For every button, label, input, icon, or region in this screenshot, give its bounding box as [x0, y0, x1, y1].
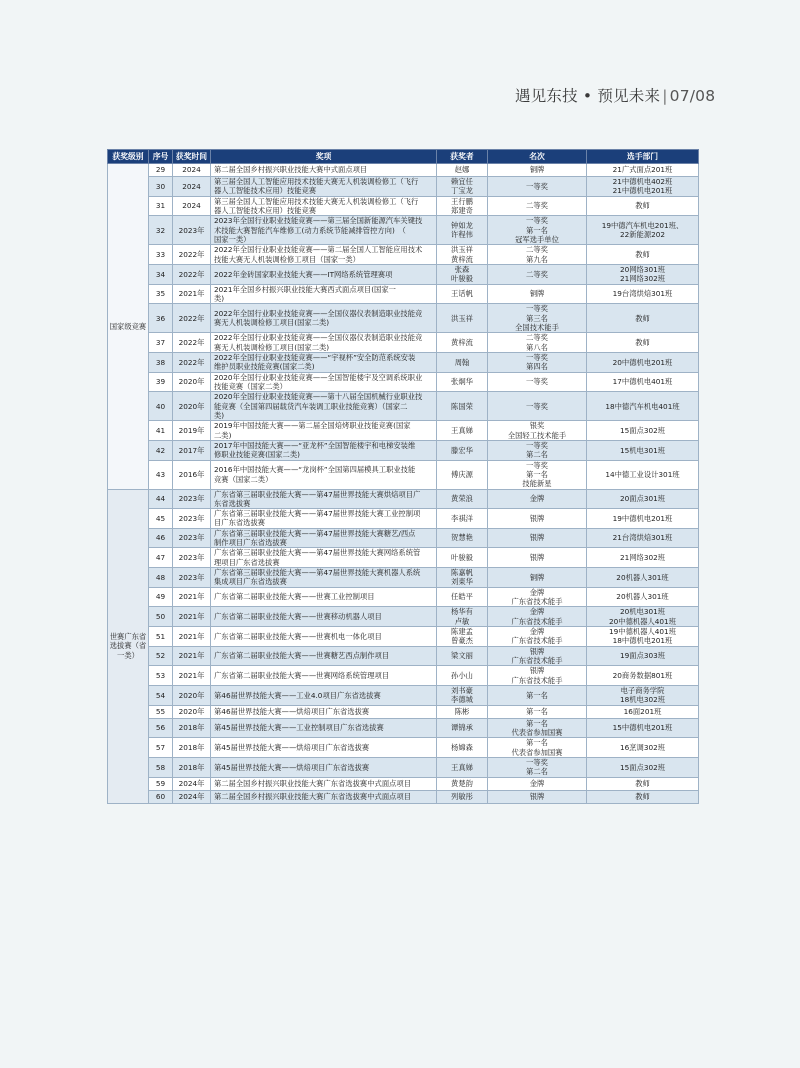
award-year-cell: 2023年: [173, 568, 211, 588]
rank-cell: 银牌: [488, 548, 587, 568]
award-year-cell: 2021年: [173, 627, 211, 647]
header-title: 遇见东技 • 预见未来: [515, 87, 661, 105]
department-cell: 21中德机电402班 21中德机电201班: [587, 177, 699, 197]
award-name-cell: 第二届全国乡村振兴职业技能大赛广东省选拔赛中式面点项目: [211, 777, 437, 790]
rank-cell: 银牌: [488, 528, 587, 548]
award-name-cell: 第46届世界技能大赛——工业4.0项目广东省选拔赛: [211, 686, 437, 706]
rank-cell: 铜牌: [488, 284, 587, 304]
award-year-cell: 2024: [173, 164, 211, 177]
row-number-cell: 40: [149, 392, 173, 421]
department-cell: 17中德机电401班: [587, 372, 699, 392]
award-year-cell: 2022年: [173, 304, 211, 333]
winner-cell: 赖宜任 丁宝龙: [437, 177, 488, 197]
award-name-cell: 第三届全国人工智能应用技术技能大赛无人机装调检修工（飞行 器人工智能技术应用）技能竞赛: [211, 196, 437, 216]
award-name-cell: 2023年全国行业职业技能竞赛——第三届全国新能源汽车关键技 术技能大赛智能汽车维修工(动力系统节能减排管控方向) （ 国家一类）: [211, 216, 437, 245]
table-row: [108, 264, 699, 284]
rank-cell: 一等奖: [488, 372, 587, 392]
department-cell: 21台湾烘焙301班: [587, 528, 699, 548]
table-row: [108, 758, 699, 778]
award-name-cell: 第45届世界技能大赛——烘焙项目广东省选拔赛: [211, 758, 437, 778]
department-cell: 教师: [587, 245, 699, 265]
row-number-cell: 59: [149, 777, 173, 790]
row-number-cell: 54: [149, 686, 173, 706]
table-body: [108, 164, 699, 804]
page-header: [515, 84, 715, 106]
table-row: [108, 509, 699, 529]
row-number-cell: 35: [149, 284, 173, 304]
row-number-cell: 57: [149, 738, 173, 758]
rank-cell: 银牌 广东省技术能手: [488, 666, 587, 686]
col-header-winner: 获奖者: [437, 150, 488, 164]
department-cell: 20中德机电201班: [587, 352, 699, 372]
department-cell: 15中德机电201班: [587, 718, 699, 738]
department-cell: 教师: [587, 790, 699, 803]
award-year-cell: 2022年: [173, 333, 211, 353]
award-name-cell: 2022年金砖国家职业技能大赛——IT网络系统管理赛项: [211, 264, 437, 284]
award-year-cell: 2020年: [173, 705, 211, 718]
row-number-cell: 58: [149, 758, 173, 778]
table-row: [108, 177, 699, 197]
winner-cell: 洪玉祥 黄梓流: [437, 245, 488, 265]
row-number-cell: 53: [149, 666, 173, 686]
award-name-cell: 第二届全国乡村振兴职业技能大赛中式面点项目: [211, 164, 437, 177]
winner-cell: 赵娜: [437, 164, 488, 177]
award-year-cell: 2018年: [173, 758, 211, 778]
table-row: [108, 777, 699, 790]
winner-cell: 杨嫦森: [437, 738, 488, 758]
award-name-cell: 第45届世界技能大赛——烘焙项目广东省选拔赛: [211, 738, 437, 758]
award-name-cell: 广东省第三届职业技能大赛——第47届世界技能大赛工业控制项 目广东省选拔赛: [211, 509, 437, 529]
award-year-cell: 2021年: [173, 646, 211, 666]
award-name-cell: 广东省第三届职业技能大赛——第47届世界技能大赛网络系统管 理项目广东省选拔赛: [211, 548, 437, 568]
rank-cell: 第一名: [488, 686, 587, 706]
rank-cell: 银奖 全国轻工技术能手: [488, 421, 587, 441]
rank-cell: 银牌: [488, 790, 587, 803]
award-name-cell: 2016年中国技能大赛——“龙岗杯”全国第四届模具工职业技能 竞赛（国家二类）: [211, 460, 437, 489]
award-name-cell: 第二届全国乡村振兴职业技能大赛广东省选拔赛中式面点项目: [211, 790, 437, 803]
table-row: [108, 607, 699, 627]
department-cell: 16面201班: [587, 705, 699, 718]
award-level-cell: 世赛广东省选拔赛（省一类）: [108, 489, 149, 803]
award-name-cell: 广东省第二届职业技能大赛——世赛工业控制项目: [211, 587, 437, 607]
department-cell: 19中德机电201班: [587, 509, 699, 529]
rank-cell: 一等奖 第四名: [488, 352, 587, 372]
row-number-cell: 33: [149, 245, 173, 265]
award-year-cell: 2024年: [173, 790, 211, 803]
award-name-cell: 2022年全国行业职业技能竞赛——全国仪器仪表制造职业技能竞 赛无人机装调检修工项目(国家二类): [211, 304, 437, 333]
winner-cell: 钟如龙 许程伟: [437, 216, 488, 245]
col-header-level: 获奖级别: [108, 150, 149, 164]
rank-cell: 一等奖 第一名 冠军选手单位: [488, 216, 587, 245]
winner-cell: 刘书豪 李德城: [437, 686, 488, 706]
rank-cell: 一等奖 第三名 全国技术能手: [488, 304, 587, 333]
table-row: [108, 304, 699, 333]
rank-cell: 铜牌: [488, 568, 587, 588]
award-year-cell: 2020年: [173, 392, 211, 421]
row-number-cell: 37: [149, 333, 173, 353]
department-cell: 教师: [587, 196, 699, 216]
winner-cell: 陈国荣: [437, 392, 488, 421]
department-cell: 15面点302班: [587, 758, 699, 778]
row-number-cell: 31: [149, 196, 173, 216]
department-cell: 20面点301班: [587, 489, 699, 509]
winner-cell: 列敏彤: [437, 790, 488, 803]
awards-table: [107, 149, 699, 804]
winner-cell: 王真娣: [437, 758, 488, 778]
award-name-cell: 广东省第二届职业技能大赛——世赛机电一体化项目: [211, 627, 437, 647]
row-number-cell: 29: [149, 164, 173, 177]
winner-cell: 周翰: [437, 352, 488, 372]
award-name-cell: 广东省第二届职业技能大赛——世赛移动机器人项目: [211, 607, 437, 627]
award-name-cell: 2017年中国技能大赛——“亚龙杯”全国智能楼宇和电梯安装维 修职业技能竞赛(国家二类): [211, 440, 437, 460]
row-number-cell: 30: [149, 177, 173, 197]
table-row: [108, 196, 699, 216]
winner-cell: 李祺洋: [437, 509, 488, 529]
rank-cell: 铜牌: [488, 164, 587, 177]
winner-cell: 陈建孟 曾豪杰: [437, 627, 488, 647]
rank-cell: 一等奖: [488, 392, 587, 421]
department-cell: 21网络302班: [587, 548, 699, 568]
row-number-cell: 34: [149, 264, 173, 284]
table-row: [108, 705, 699, 718]
award-year-cell: 2023年: [173, 216, 211, 245]
award-name-cell: 广东省第二届职业技能大赛——世赛网络系统管理项目: [211, 666, 437, 686]
winner-cell: 梁文丽: [437, 646, 488, 666]
award-year-cell: 2022年: [173, 245, 211, 265]
award-year-cell: 2023年: [173, 528, 211, 548]
rank-cell: 二等奖: [488, 264, 587, 284]
rank-cell: 一等奖 第二名: [488, 440, 587, 460]
rank-cell: 一等奖 第一名 技能新星: [488, 460, 587, 489]
table-row: [108, 164, 699, 177]
rank-cell: 金牌 广东省技术能手: [488, 627, 587, 647]
award-year-cell: 2021年: [173, 284, 211, 304]
department-cell: 20机器人301班: [587, 587, 699, 607]
row-number-cell: 48: [149, 568, 173, 588]
award-name-cell: 广东省第二届职业技能大赛——世赛糖艺西点制作项目: [211, 646, 437, 666]
row-number-cell: 41: [149, 421, 173, 441]
winner-cell: 黄楚韵: [437, 777, 488, 790]
col-header-no: 序号: [149, 150, 173, 164]
department-cell: 教师: [587, 777, 699, 790]
award-year-cell: 2018年: [173, 718, 211, 738]
rank-cell: 金牌: [488, 777, 587, 790]
winner-cell: 叶骏毅: [437, 548, 488, 568]
rank-cell: 二等奖: [488, 196, 587, 216]
rank-cell: 金牌 广东省技术能手: [488, 607, 587, 627]
rank-cell: 金牌 广东省技术能手: [488, 587, 587, 607]
row-number-cell: 51: [149, 627, 173, 647]
award-year-cell: 2022年: [173, 264, 211, 284]
award-name-cell: 第46届世界技能大赛——烘焙项目广东省选拔赛: [211, 705, 437, 718]
winner-cell: 傅庆源: [437, 460, 488, 489]
department-cell: 20机器人301班: [587, 568, 699, 588]
award-name-cell: 广东省第三届职业技能大赛——第47届世界技能大赛糖艺/西点 制作项目广东省选拔赛: [211, 528, 437, 548]
department-cell: 14中德工业设计301班: [587, 460, 699, 489]
col-header-rank: 名次: [488, 150, 587, 164]
table-row: [108, 460, 699, 489]
award-year-cell: 2020年: [173, 372, 211, 392]
rank-cell: 第一名: [488, 705, 587, 718]
department-cell: 16烹调302班: [587, 738, 699, 758]
table-row: [108, 790, 699, 803]
table-row: [108, 489, 699, 509]
col-header-year: 获奖时间: [173, 150, 211, 164]
table-row: [108, 646, 699, 666]
table-row: [108, 627, 699, 647]
table-row: [108, 333, 699, 353]
award-name-cell: 2020年全国行业职业技能竞赛——全国智能楼宇及空调系统职业 技能竞赛（国家二类）: [211, 372, 437, 392]
department-cell: 教师: [587, 333, 699, 353]
rank-cell: 二等奖 第九名: [488, 245, 587, 265]
table-row: [108, 352, 699, 372]
award-year-cell: 2022年: [173, 352, 211, 372]
row-number-cell: 45: [149, 509, 173, 529]
table-header: [108, 150, 699, 164]
table-row: [108, 528, 699, 548]
rank-cell: 第一名 代表省参加国赛: [488, 738, 587, 758]
row-number-cell: 39: [149, 372, 173, 392]
winner-cell: 孙小山: [437, 666, 488, 686]
award-level-cell: 国家级竞赛: [108, 164, 149, 490]
department-cell: 20网络301班 21网络302班: [587, 264, 699, 284]
col-header-dept: 选手部门: [587, 150, 699, 164]
rank-cell: 一等奖 第二名: [488, 758, 587, 778]
award-name-cell: 2019年中国技能大赛——第二届全国焙烤职业技能竞赛(国家 二类): [211, 421, 437, 441]
award-year-cell: 2018年: [173, 738, 211, 758]
award-name-cell: 2021年全国乡村振兴职业技能大赛西式面点项目(国家一 类): [211, 284, 437, 304]
table-row: [108, 372, 699, 392]
table-row: [108, 392, 699, 421]
row-number-cell: 56: [149, 718, 173, 738]
winner-cell: 洪玉祥: [437, 304, 488, 333]
award-name-cell: 2020年全国行业职业技能竞赛——第十八届全国机械行业职业技 能竞赛（全国第四届载货汽车装调工职业技能竞赛）（国家二 类): [211, 392, 437, 421]
row-number-cell: 55: [149, 705, 173, 718]
table-row: [108, 440, 699, 460]
row-number-cell: 42: [149, 440, 173, 460]
award-name-cell: 广东省第三届职业技能大赛——第47届世界技能大赛机器人系统 集成项目广东省选拔赛: [211, 568, 437, 588]
department-cell: 20商务数据801班: [587, 666, 699, 686]
rank-cell: 二等奖 第八名: [488, 333, 587, 353]
department-cell: 15机电301班: [587, 440, 699, 460]
department-cell: 15面点302班: [587, 421, 699, 441]
department-cell: 18中德汽车机电401班: [587, 392, 699, 421]
award-year-cell: 2019年: [173, 421, 211, 441]
award-year-cell: 2021年: [173, 587, 211, 607]
row-number-cell: 47: [149, 548, 173, 568]
winner-cell: 杨华有 卢敏: [437, 607, 488, 627]
award-year-cell: 2024年: [173, 777, 211, 790]
department-cell: 19面点303班: [587, 646, 699, 666]
rank-cell: 一等奖: [488, 177, 587, 197]
award-year-cell: 2016年: [173, 460, 211, 489]
table-row: [108, 421, 699, 441]
row-number-cell: 50: [149, 607, 173, 627]
award-name-cell: 2022年全国行业职业技能竞赛——“宇视杯”安全防范系统安装 维护员职业技能竞赛(国家二类): [211, 352, 437, 372]
row-number-cell: 36: [149, 304, 173, 333]
winner-cell: 陈彬: [437, 705, 488, 718]
winner-cell: 张炯华: [437, 372, 488, 392]
row-number-cell: 49: [149, 587, 173, 607]
table-row: [108, 738, 699, 758]
award-name-cell: 2022年全国行业职业技能竞赛——第二届全国人工智能应用技术 技能大赛无人机装调检修工项目（国家一类）: [211, 245, 437, 265]
winner-cell: 张森 叶骏毅: [437, 264, 488, 284]
row-number-cell: 60: [149, 790, 173, 803]
department-cell: 21广式面点201班: [587, 164, 699, 177]
row-number-cell: 43: [149, 460, 173, 489]
table-row: [108, 686, 699, 706]
rank-cell: 金牌: [488, 489, 587, 509]
row-number-cell: 52: [149, 646, 173, 666]
rank-cell: 银牌: [488, 509, 587, 529]
header-divider: |: [662, 87, 668, 105]
award-name-cell: 广东省第三届职业技能大赛——第47届世界技能大赛烘焙项目广 东省选拔赛: [211, 489, 437, 509]
award-year-cell: 2023年: [173, 489, 211, 509]
winner-cell: 黄梓流: [437, 333, 488, 353]
award-year-cell: 2017年: [173, 440, 211, 460]
award-name-cell: 2022年全国行业职业技能竞赛——全国仪器仪表制造职业技能竞 赛无人机装调检修工项目(国家二类): [211, 333, 437, 353]
winner-cell: 贺慧艳: [437, 528, 488, 548]
page-number: 07/08: [669, 87, 716, 105]
award-year-cell: 2023年: [173, 509, 211, 529]
award-name-cell: 第45届世界技能大赛——工业控制项目广东省选拔赛: [211, 718, 437, 738]
rank-cell: 第一名 代表省参加国赛: [488, 718, 587, 738]
winner-cell: 王话帆: [437, 284, 488, 304]
table-row: [108, 548, 699, 568]
row-number-cell: 32: [149, 216, 173, 245]
award-year-cell: 2024: [173, 196, 211, 216]
award-name-cell: 第三届全国人工智能应用技术技能大赛无人机装调检修工（飞行 器人工智能技术应用）技能竞赛: [211, 177, 437, 197]
department-cell: 电子商务学院 18机电302班: [587, 686, 699, 706]
winner-cell: 陈嘉帆 刘東华: [437, 568, 488, 588]
rank-cell: 银牌 广东省技术能手: [488, 646, 587, 666]
table-row: [108, 666, 699, 686]
department-cell: 19中德机器人401班 18中德机电201班: [587, 627, 699, 647]
table-row: [108, 245, 699, 265]
winner-cell: 王真娣: [437, 421, 488, 441]
winner-cell: 任皓平: [437, 587, 488, 607]
table-row: [108, 284, 699, 304]
department-cell: 19中德汽车机电201班、 22新能源202: [587, 216, 699, 245]
table-row: [108, 718, 699, 738]
department-cell: 20机电301班 20中德机器人401班: [587, 607, 699, 627]
winner-cell: 滕宏华: [437, 440, 488, 460]
winner-cell: 黄荣浪: [437, 489, 488, 509]
row-number-cell: 44: [149, 489, 173, 509]
award-year-cell: 2021年: [173, 666, 211, 686]
row-number-cell: 46: [149, 528, 173, 548]
row-number-cell: 38: [149, 352, 173, 372]
winner-cell: 王行鹏 郑建奇: [437, 196, 488, 216]
department-cell: 教师: [587, 304, 699, 333]
award-year-cell: 2020年: [173, 686, 211, 706]
award-year-cell: 2023年: [173, 548, 211, 568]
table-row: [108, 587, 699, 607]
table-row: [108, 216, 699, 245]
table-row: [108, 568, 699, 588]
award-year-cell: 2024: [173, 177, 211, 197]
award-year-cell: 2021年: [173, 607, 211, 627]
winner-cell: 谭锦承: [437, 718, 488, 738]
col-header-award: 奖项: [211, 150, 437, 164]
department-cell: 19台湾烘焙301班: [587, 284, 699, 304]
